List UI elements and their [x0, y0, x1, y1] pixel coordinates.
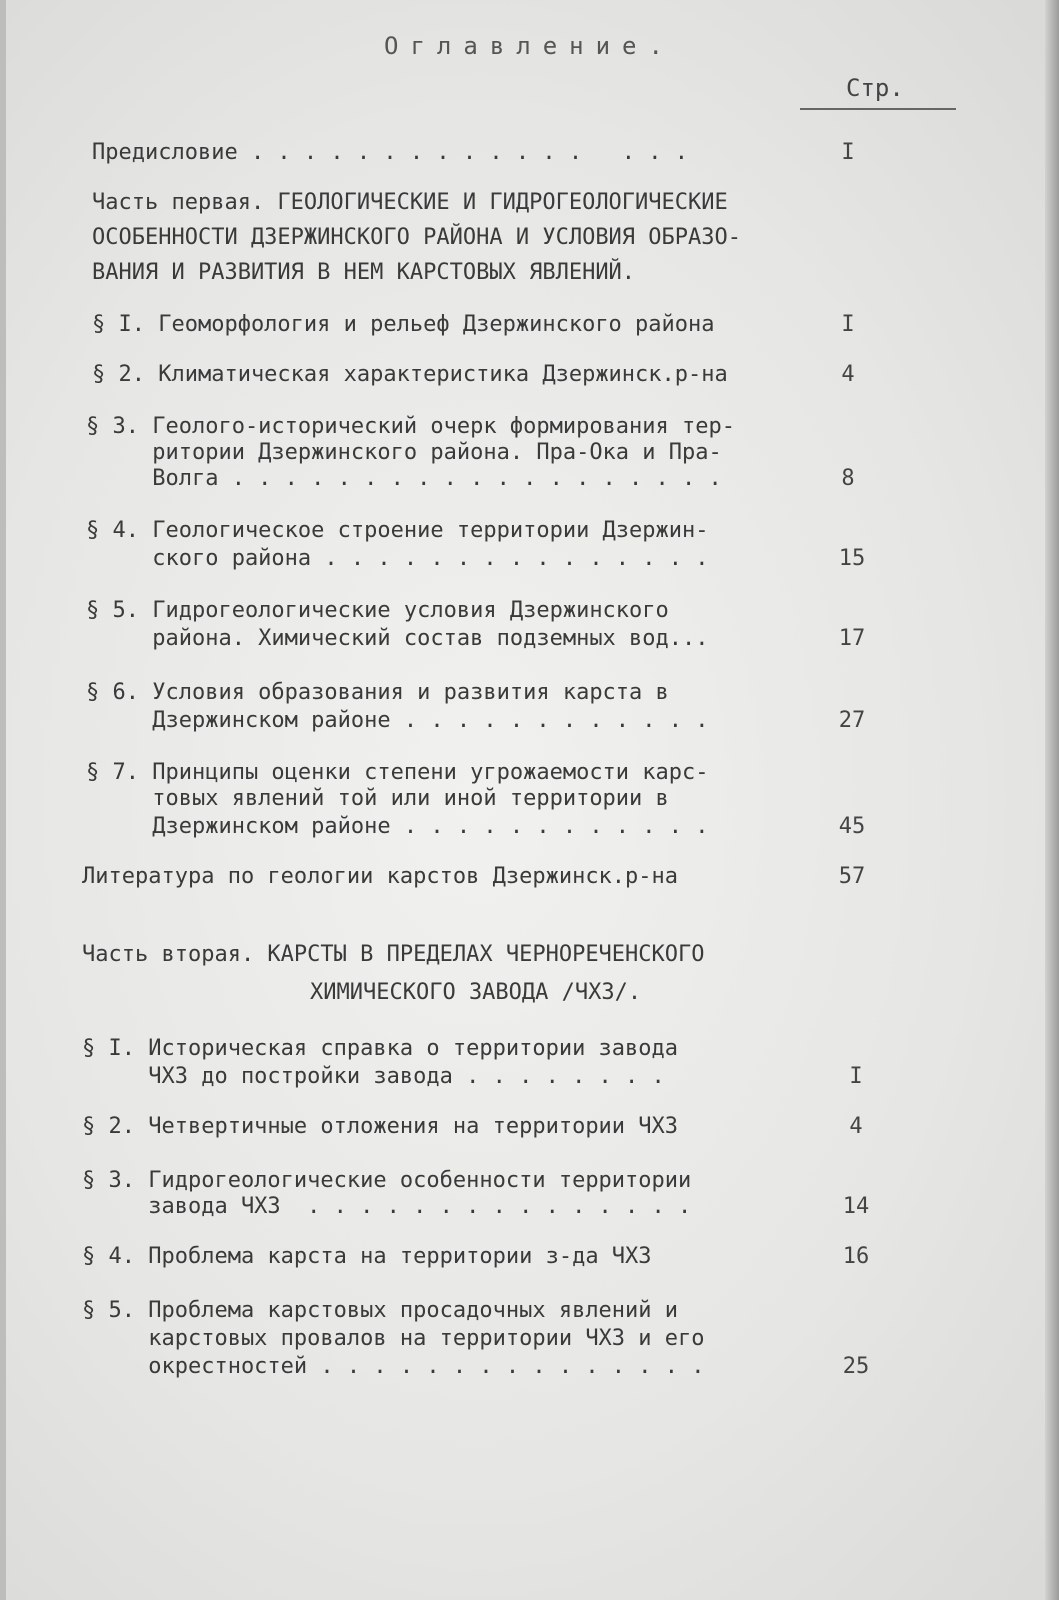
toc-entry-line: ЧХЗ до постройки завода . . . . . . . . — [82, 1064, 665, 1089]
toc-page-number: 14 — [842, 1194, 870, 1219]
toc-page-number: 27 — [838, 708, 866, 733]
part1-heading-line: ВАНИЯ И РАЗВИТИЯ В НЕМ КАРСТОВЫХ ЯВЛЕНИЙ. — [92, 260, 636, 285]
toc-entry-line: карстовых провалов на территории ЧХЗ и его — [82, 1326, 705, 1351]
toc-page-number: 17 — [838, 626, 866, 651]
toc-entry-line: § 2. Климатическая характеристика Дзержинск.р-на — [92, 362, 728, 387]
toc-entry-line: завода ЧХЗ . . . . . . . . . . . . . . . — [82, 1194, 692, 1219]
toc-entry-line: § 3. Гидрогеологические особенности территории — [82, 1168, 692, 1193]
toc-entry-line: § 4. Геологическое строение территории Дзержин- — [86, 518, 709, 543]
toc-page-number: 4 — [849, 1114, 863, 1139]
toc-entry-line: § 5. Проблема карстовых просадочных явлений и — [82, 1298, 679, 1323]
toc-page-number: 15 — [838, 546, 866, 571]
toc-entry-line: Дзержинском районе . . . . . . . . . . . . — [86, 708, 709, 733]
toc-literature: Литература по геологии карстов Дзержинск.р-на — [82, 864, 679, 889]
toc-entry-line: Волга . . . . . . . . . . . . . . . . . . . — [86, 466, 722, 491]
toc-page-number: I — [849, 1064, 863, 1089]
toc-entry-line: окрестностей . . . . . . . . . . . . . . . — [82, 1354, 705, 1379]
toc-page-number: 4 — [841, 362, 855, 387]
part2-heading-line: ХИМИЧЕСКОГО ЗАВОДА /ЧХЗ/. — [310, 980, 642, 1005]
toc-page-number: I — [841, 312, 855, 337]
toc-page-number: 25 — [842, 1354, 870, 1379]
toc-entry-line: товых явлений той или иной территории в — [86, 786, 669, 811]
toc-entry-line: § 4. Проблема карста на территории з-да ЧХЗ — [82, 1244, 652, 1269]
toc-entry-line: ритории Дзержинского района. Пра-Ока и Пра- — [86, 440, 722, 465]
toc-entry-line: Дзержинском районе . . . . . . . . . . . . — [86, 814, 709, 839]
toc-entry-line: § I. Историческая справка о территории завода — [82, 1036, 679, 1061]
part1-heading-line: Часть первая. ГЕОЛОГИЧЕСКИЕ И ГИДРОГЕОЛОГИЧЕСКИЕ — [92, 190, 728, 215]
page-left-edge — [0, 0, 6, 1600]
part1-heading-line: ОСОБЕННОСТИ ДЗЕРЖИНСКОГО РАЙОНА И УСЛОВИЯ ОБРАЗО- — [92, 225, 742, 250]
page-right-edge — [1045, 0, 1059, 1600]
toc-preface: Предисловие . . . . . . . . . . . . . . . . — [92, 140, 689, 165]
page-column-label: Стр. — [846, 74, 904, 102]
toc-page-number: 57 — [838, 864, 866, 889]
toc-page-number: I — [841, 140, 855, 165]
page-title: Оглавление. — [384, 32, 675, 60]
toc-entry-line: § 7. Принципы оценки степени угрожаемости карс- — [86, 760, 709, 785]
toc-entry-line: § 5. Гидрогеологические условия Дзержинского — [86, 598, 669, 623]
toc-entry-line: ского района . . . . . . . . . . . . . . . — [86, 546, 709, 571]
page-column-header — [800, 74, 956, 110]
toc-entry-line: района. Химический состав подземных вод... — [86, 626, 709, 651]
part2-heading-line: Часть вторая. КАРСТЫ В ПРЕДЕЛАХ ЧЕРНОРЕЧЕНСКОГО — [82, 942, 705, 967]
toc-entry-line: § 2. Четвертичные отложения на территории ЧХЗ — [82, 1114, 679, 1139]
toc-entry-line: § 6. Условия образования и развития карста в — [86, 680, 669, 705]
toc-entry-line: § I. Геоморфология и рельеф Дзержинского района — [92, 312, 715, 337]
toc-page-number: 16 — [842, 1244, 870, 1269]
toc-page-number: 8 — [841, 466, 855, 491]
toc-entry-line: § 3. Геолого-исторический очерк формирования тер- — [86, 414, 736, 439]
toc-page-number: 45 — [838, 814, 866, 839]
